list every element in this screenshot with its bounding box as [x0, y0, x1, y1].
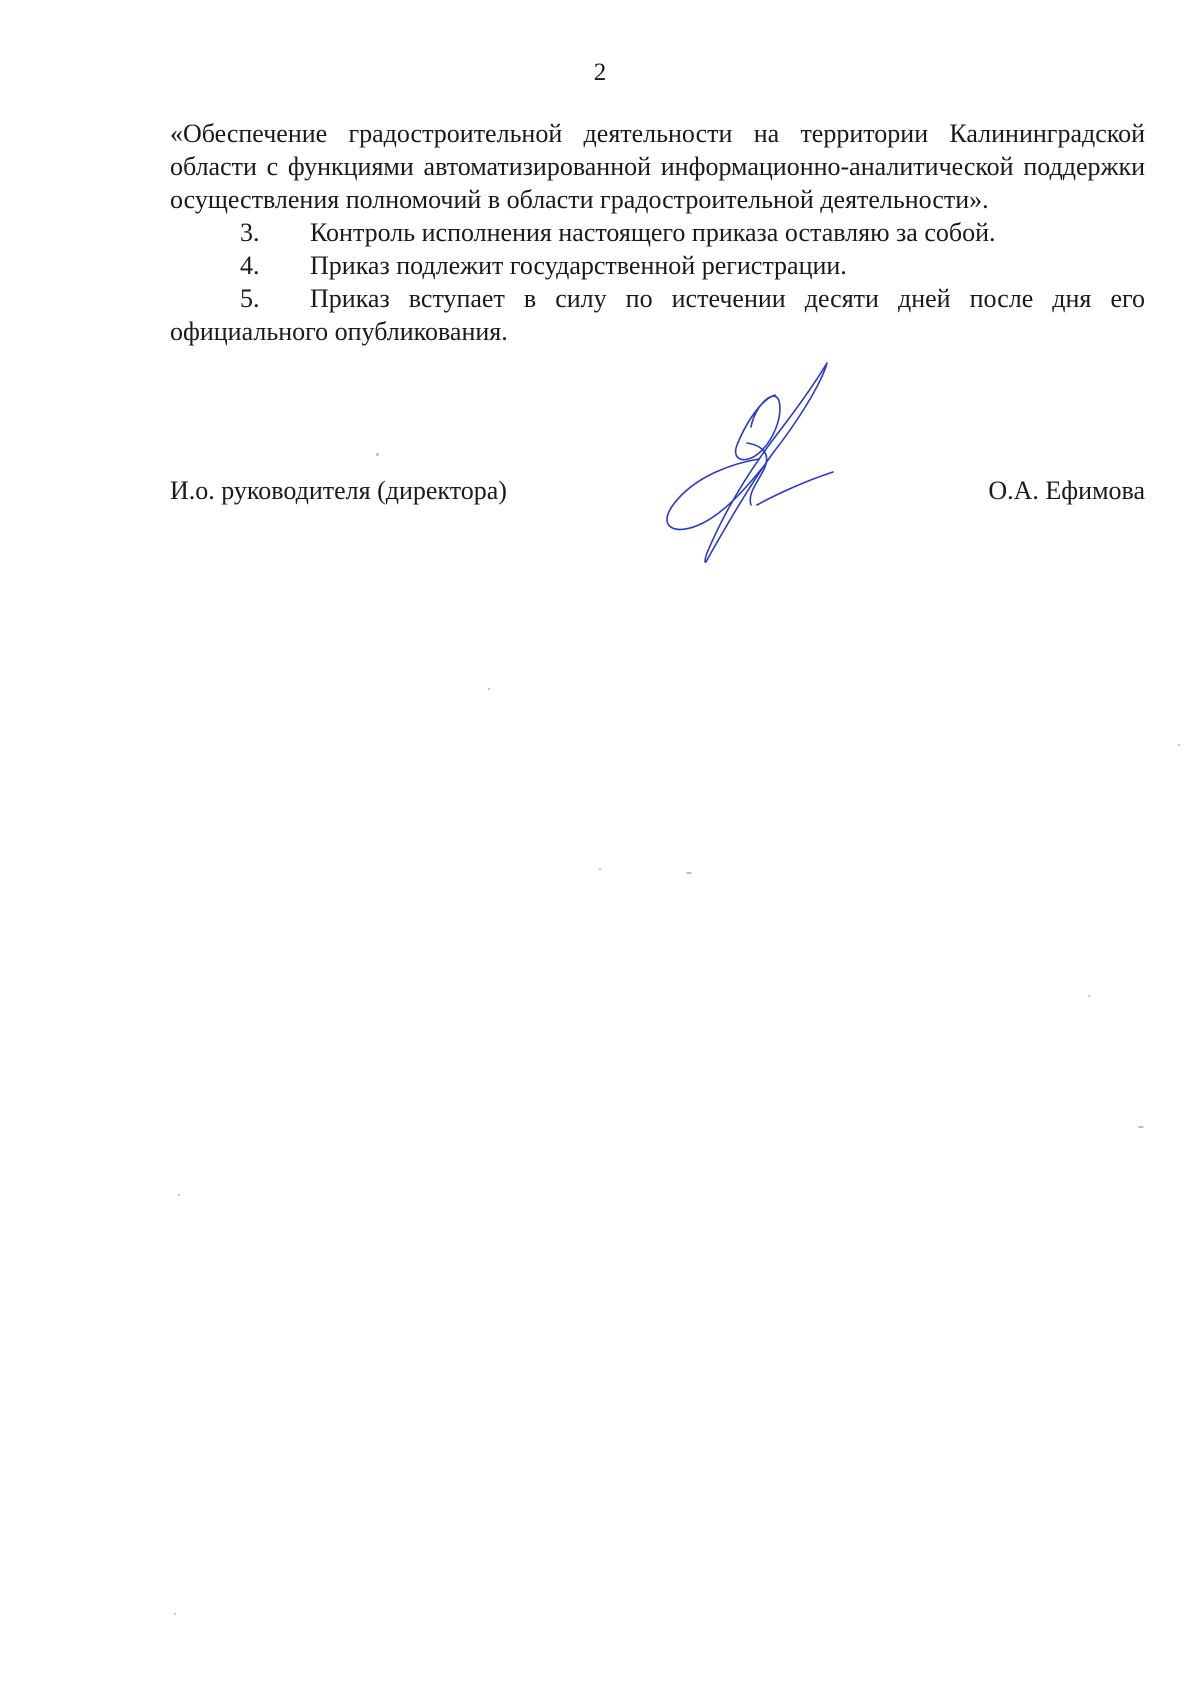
scan-speck — [599, 868, 601, 870]
item-text: Контроль исполнения настоящего приказа оставляю за собой. — [310, 218, 996, 247]
scan-speck — [178, 1194, 180, 1196]
page-number: 2 — [593, 59, 607, 86]
scan-speck — [1088, 995, 1090, 997]
item-number: 5. — [240, 284, 260, 313]
scan-speck — [488, 688, 490, 690]
scan-speck — [686, 872, 692, 874]
signatory-title: И.о. руководителя (директора) — [170, 476, 507, 505]
item-number: 3. — [240, 218, 260, 247]
numbered-item-5 — [170, 282, 1145, 348]
handwritten-signature-icon — [655, 355, 855, 570]
item-number: 4. — [240, 251, 260, 280]
continuation-paragraph: «Обеспечение градостроительной деятельности на территории Калининградской области с функциями автоматизированной информационно-аналитической поддержки осуществления полномочий в области градостроительной деятельности». — [170, 119, 1145, 214]
scan-speck — [1178, 744, 1180, 746]
scan-speck — [174, 1613, 176, 1615]
numbered-item-4 — [170, 249, 1145, 282]
document-body — [170, 117, 1145, 348]
signatory-name: О.А. Ефимова — [988, 476, 1145, 505]
item-text: Приказ подлежит государственной регистрации. — [310, 251, 847, 280]
scan-speck — [1138, 1126, 1144, 1128]
numbered-item-3 — [170, 216, 1145, 249]
item-text: Приказ вступает в силу по истечении десяти дней после дня его официального опубликования. — [170, 284, 1145, 346]
scan-speck — [376, 453, 379, 456]
